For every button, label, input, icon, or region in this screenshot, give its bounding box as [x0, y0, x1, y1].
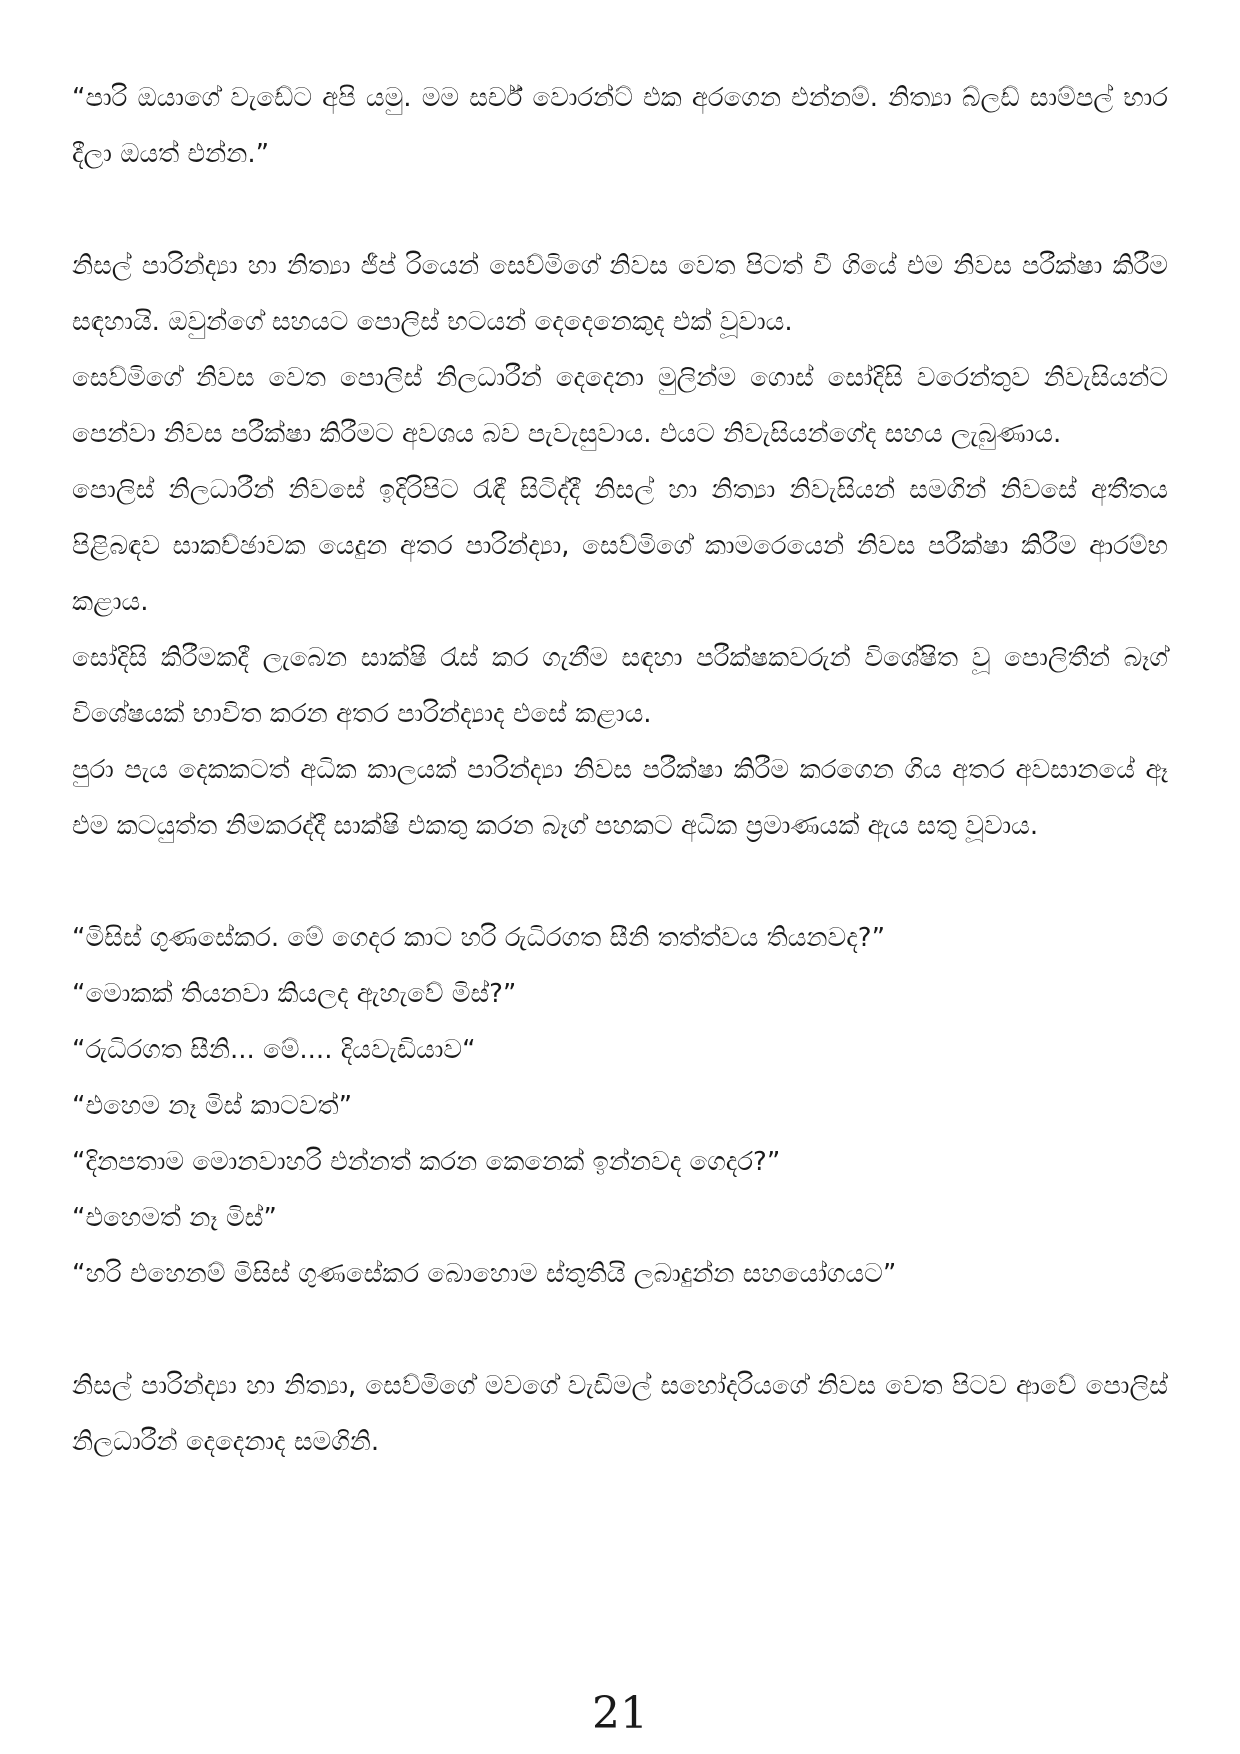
narrative-paragraph-1: නිසල් පාරින්ද්‍යා හා නිත්‍යා ජීප් රියෙන් සෙව්මිගේ නිවස වෙත පිටත් වී ගියේ එම නිවස පරීක්ෂා කිරීම සඳහායි. ඔවුන්ගේ සහයට පොලිස් භටයන් දෙදෙනෙකුද එක් වූවාය. [72, 251, 1168, 337]
dialogue-line-7: “හරි එහෙනම් මිසිස් ගුණසේකර බොහොම ස්තුතියි ලබාදුන්න සහයෝගයට” [72, 1259, 897, 1289]
dialogue-line-3: “රුධිරගත සීනි... මේ.... දියවැඩියාව“ [72, 1035, 476, 1065]
dialogue-line-2: “මොකක් තියනවා කියලද ඇහැවේ මිස්?” [72, 979, 517, 1009]
narrative-paragraph-5: පුරා පැය දෙකකටත් අධික කාලයක් පාරින්ද්‍යා නිවස පරීක්ෂා කිරීම කරගෙන ගිය අතර අවසානයේ ඈ එම කටයුත්ත නිමකරද්දී සාක්ෂි එකතු කරන බෑග් පහකට අධික ප්‍රමාණයක් ඇය සතු වූවාය. [72, 755, 1168, 841]
dialogue-line-6: “එහෙමත් නෑ මිස්” [72, 1203, 277, 1233]
paragraph-gap [72, 182, 1168, 238]
dialogue-line-4: “එහෙම නෑ මිස් කාටවත්” [72, 1091, 353, 1121]
page-body [72, 70, 1168, 1470]
dialogue-line-5: “දිනපතාම මොනවාහරි එන්නත් කරන කෙනෙක් ඉන්නවද ගෙදර?” [72, 1147, 781, 1177]
page-number: 21 [592, 1688, 648, 1739]
closing-paragraph: නිසල් පාරින්ද්‍යා හා නිත්‍යා, සෙව්මිගේ මවගේ වැඩිමල් සහෝදරියගේ නිවස වෙත පිටව ආවේ පොලිස් නිලධාරීන් දෙදෙනාද සමගිනි. [72, 1371, 1168, 1457]
narrative-paragraph-4: සෝදිසි කිරීමකදී ලැබෙන සාක්ෂි රැස් කර ගැනීම සඳහා පරීක්ෂකවරුන් විශේෂිත වූ පොලිතීන් බෑග් විශේෂයක් භාවිත කරන අතර පාරින්ද්‍යාද එසේ කළාය. [72, 643, 1168, 729]
opening-quote-paragraph: “පාරි ඔයාගේ වැඩේට අපි යමු. මම සර්ච් වොරන්ට් එක අරගෙන එන්නම්. නිත්‍යා බ්ලඩ් සාම්පල් භාර දීලා ඔයත් එන්න.” [72, 83, 1168, 169]
dialogue-line-1: “මිසිස් ගුණසේකර. මේ ගෙදර කාට හරි රුධිරගත සීනි තත්ත්වය තියනවද?” [72, 923, 886, 953]
narrative-paragraph-2: සෙව්මිගේ නිවස වෙත පොලිස් නිලධාරීන් දෙදෙනා මුලින්ම ගොස් සෝදිසි වරෙන්තුව නිවැසියන්ට පෙන්වා නිවස පරීක්ෂා කිරීමට අවශය බව පැවැසුවාය. එයට නිවැසියන්ගේද සහය ලැබුණාය. [72, 363, 1168, 449]
paragraph-gap [72, 854, 1168, 910]
paragraph-gap [72, 1302, 1168, 1358]
narrative-paragraph-3: පොලිස් නිලධාරීන් නිවසේ ඉදිරිපිට රැඳී සිටිද්දී නිසල් හා නිත්‍යා නිවැසියන් සමගින් නිවසේ අතීතය පිළිබඳව සාකච්ඡාවක යෙදුන අතර පාරින්ද්‍යා, සෙව්මිගේ කාමරෙයෙන් නිවස පරීක්ෂා කිරීම ආරම්භ කළාය. [72, 475, 1168, 617]
